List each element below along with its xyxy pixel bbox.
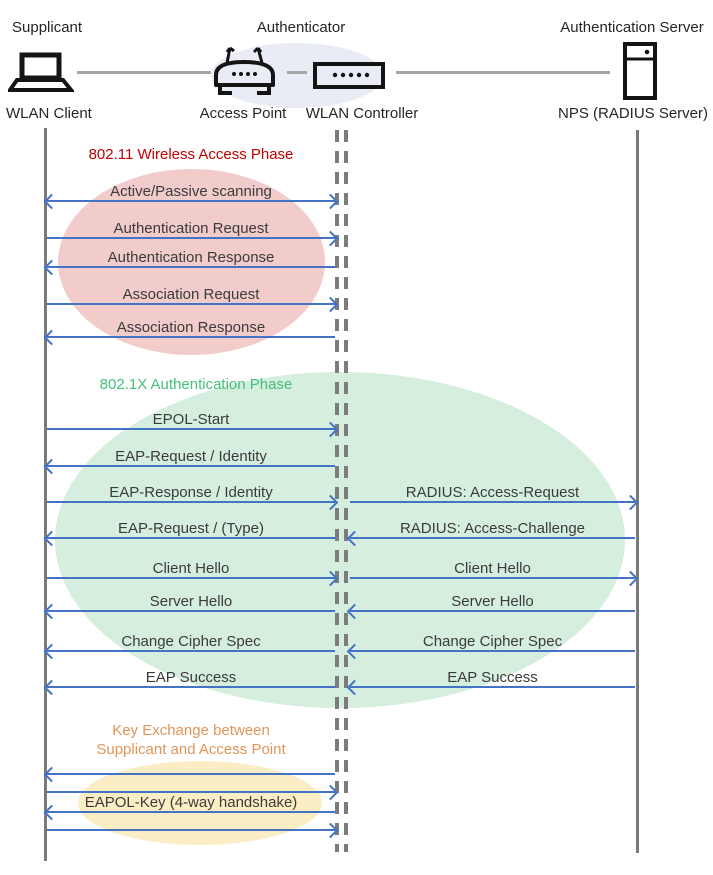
role-authentication-server: Authentication Server xyxy=(560,19,704,36)
access-point-icon xyxy=(210,45,280,97)
message-arrow-line xyxy=(47,686,335,688)
message-server-hello-right xyxy=(349,589,636,615)
message-authentication-request-left xyxy=(46,216,336,242)
role-authenticator: Authenticator xyxy=(256,19,346,36)
message-label: Active/Passive scanning xyxy=(110,183,272,200)
message-label: EAPOL-Key (4-way handshake) xyxy=(84,794,298,811)
message-label: Authentication Request xyxy=(113,220,269,237)
message-arrow-16-left xyxy=(46,808,336,834)
message-eap-success-right xyxy=(349,665,636,691)
message-client-hello-right xyxy=(349,556,636,582)
message-association-request-left xyxy=(46,282,336,308)
message-change-cipher-spec-left xyxy=(46,629,336,655)
message-label: RADIUS: Access-Request xyxy=(405,484,580,501)
message-label: EAP-Request / (Type) xyxy=(118,520,264,537)
message-client-hello-left xyxy=(46,556,336,582)
phase1-title: 802.11 Wireless Access Phase xyxy=(88,146,294,163)
node-wlan-controller: WLAN Controller xyxy=(305,105,419,122)
connector-ap-controller xyxy=(287,71,307,74)
server-icon xyxy=(623,42,657,100)
message-eap-success-left xyxy=(46,665,336,691)
server-lifeline xyxy=(636,130,639,853)
message-radius-access-request-right xyxy=(349,480,636,506)
message-arrow-line xyxy=(47,266,335,268)
message-arrow-line xyxy=(47,336,335,338)
phase3-title-line1: Key Exchange between xyxy=(112,722,270,739)
message-arrow-line xyxy=(350,501,635,503)
message-arrow-line xyxy=(47,303,335,305)
message-arrow-line xyxy=(47,465,335,467)
message-label: Client Hello xyxy=(152,560,230,577)
message-label: Client Hello xyxy=(454,560,531,577)
connector-client-ap xyxy=(77,71,211,74)
message-arrow-line xyxy=(47,650,335,652)
message-label: EAP-Request / Identity xyxy=(115,448,267,465)
message-arrow-line xyxy=(47,577,335,579)
message-label: Server Hello xyxy=(149,593,233,610)
phase2-title: 802.1X Authentication Phase xyxy=(99,376,293,393)
wlan-controller-icon xyxy=(313,62,385,89)
message-label: Change Cipher Spec xyxy=(422,633,563,650)
message-label: EAP Success xyxy=(447,669,538,686)
message-radius-access-challenge-right xyxy=(349,516,636,542)
message-label: EAP Success xyxy=(145,669,237,686)
message-arrow-line xyxy=(47,829,335,831)
message-association-response-left xyxy=(46,315,336,341)
node-nps-radius-server: NPS (RADIUS Server) xyxy=(557,105,709,122)
message-eap-request-type-left xyxy=(46,516,336,542)
laptop-icon xyxy=(8,52,74,94)
message-eap-request-identity-left xyxy=(46,444,336,470)
phase3-title-line2: Supplicant and Access Point xyxy=(96,741,286,758)
message-label: EAP-Response / Identity xyxy=(109,484,273,501)
message-server-hello-left xyxy=(46,589,336,615)
message-label: EPOL-Start xyxy=(152,411,230,428)
role-supplicant: Supplicant xyxy=(12,19,83,36)
message-label: Change Cipher Spec xyxy=(121,633,261,650)
message-arrow-line xyxy=(350,650,635,652)
node-wlan-client: WLAN Client xyxy=(6,105,92,122)
controller-lifeline-dashed-2 xyxy=(344,130,348,852)
message-label: Authentication Response xyxy=(107,249,275,266)
message-arrow-line xyxy=(350,610,635,612)
message-change-cipher-spec-right xyxy=(349,629,636,655)
message-authentication-response-left xyxy=(46,245,336,271)
message-arrow-line xyxy=(350,537,635,539)
message-arrow-line xyxy=(47,501,335,503)
message-active-passive-scanning-left xyxy=(46,179,336,205)
message-arrow-line xyxy=(47,610,335,612)
message-arrow-line xyxy=(350,686,635,688)
message-label: RADIUS: Access-Challenge xyxy=(399,520,586,537)
message-label: Association Response xyxy=(116,319,266,336)
message-eap-response-identity-left xyxy=(46,480,336,506)
connector-controller-server xyxy=(396,71,610,74)
message-arrow-line xyxy=(350,577,635,579)
message-label: Server Hello xyxy=(451,593,534,610)
message-arrow-line xyxy=(47,428,335,430)
message-arrow-line xyxy=(47,537,335,539)
node-access-point: Access Point xyxy=(199,105,287,122)
message-arrow-line xyxy=(47,200,335,202)
message-arrow-line xyxy=(47,237,335,239)
message-epol-start-left xyxy=(46,407,336,433)
message-label: Association Request xyxy=(122,286,260,303)
